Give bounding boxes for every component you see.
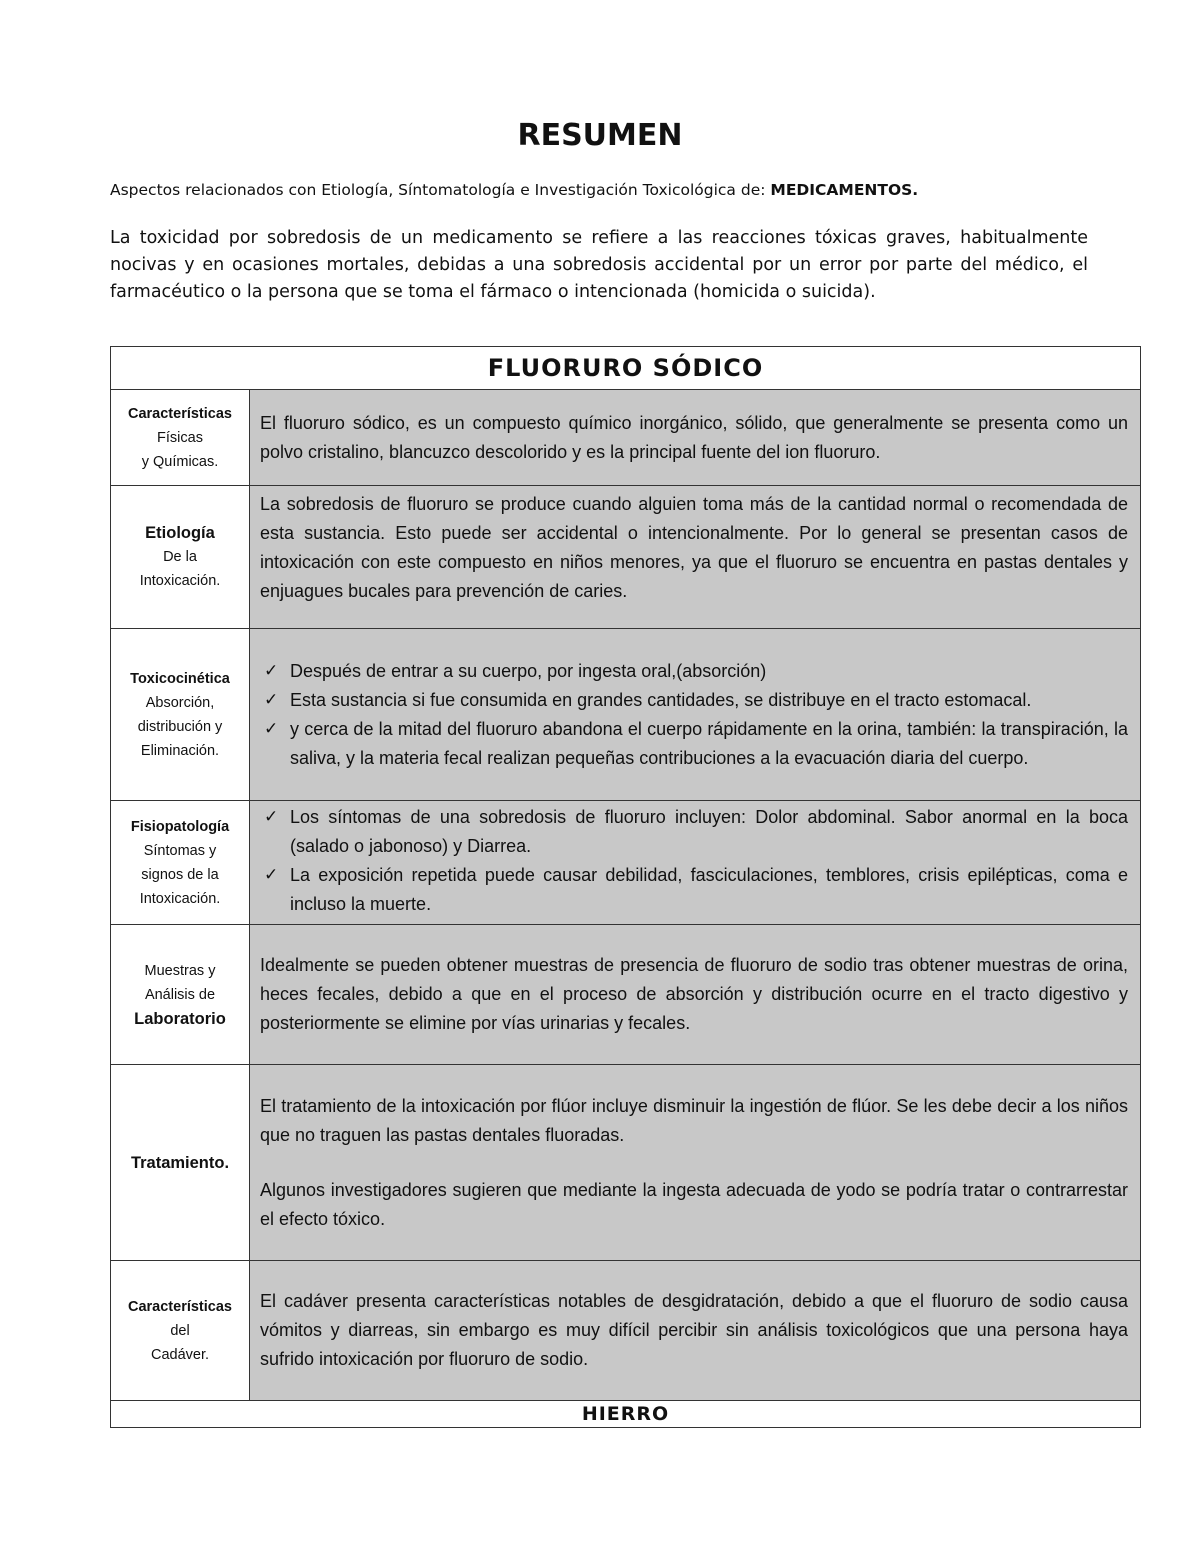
table-row: [111, 1261, 1141, 1401]
table-footer-row: [111, 1401, 1141, 1428]
list-item: [260, 657, 1128, 686]
summary-table: [110, 346, 1141, 1428]
subtitle: [110, 181, 1140, 199]
bullet-text: Los síntomas de una sobredosis de fluoruro incluyen: Dolor abdominal. Sabor anormal en la boca (salado o jabonoso) y Diarrea.: [290, 807, 1128, 856]
label-line: De la: [163, 549, 197, 565]
row-content-tratamiento: [250, 1065, 1141, 1261]
label-bold: Fisiopatología: [130, 818, 230, 835]
check-icon: ✓: [264, 689, 279, 710]
row-label-caracteristicas: [111, 390, 250, 486]
cell-text: El fluoruro sódico, es un compuesto químico inorgánico, sólido, que generalmente se presenta como un polvo cristalino, blancuzco descolorido y es la principal fuente del ion fluoruro.: [260, 412, 1128, 462]
label-line: signos de la: [141, 866, 219, 883]
label-line: Síntomas y: [143, 842, 217, 859]
intro-paragraph: La toxicidad por sobredosis de un medicamento se refiere a las reacciones tóxicas graves, habitualmente nocivas y en ocasiones mortales, debidas a una sobredosis accidental por un error por parte del médico, el farmacéutico o la persona que se toma el fármaco o intencionada (homicida o suicida).: [110, 228, 1088, 302]
list-item: [260, 803, 1128, 861]
row-label-cadaver: [111, 1261, 250, 1401]
page-title: RESUMEN: [517, 118, 683, 153]
row-content-cadaver: [250, 1261, 1141, 1401]
label-bold: Tratamiento.: [130, 1153, 230, 1172]
check-icon: ✓: [264, 718, 279, 739]
row-label-toxicocinetica: [111, 629, 250, 801]
table-section-header-hierro: HIERRO: [111, 1401, 1141, 1428]
table-row: [111, 629, 1141, 801]
label-bold: Toxicocinética: [130, 670, 230, 687]
table-header-row: [111, 347, 1141, 390]
table-row: [111, 801, 1141, 925]
label-bold: Características: [128, 1298, 232, 1315]
cell-paragraph: Algunos investigadores sugieren que mediante la ingesta adecuada de yodo se podría tratar o contrarrestar el efecto tóxico.: [260, 1179, 1128, 1229]
row-content-toxicocinetica: [250, 629, 1141, 801]
table-row: [111, 925, 1141, 1065]
cell-text: Idealmente se pueden obtener muestras de presencia de fluoruro de sodio tras obtener muestras de orina, heces fecales, debido a que en el proceso de absorción y distribución ocurre en el tracto digestivo y posteriormente se elimine por vías urinarias y fecales.: [260, 955, 1128, 1033]
bullet-list: [260, 657, 1128, 773]
list-item: [260, 686, 1128, 715]
bullet-text: Después de entrar a su cuerpo, por ingesta oral,(absorción): [290, 660, 767, 681]
check-icon: ✓: [264, 660, 279, 681]
bullet-text: Esta sustancia si fue consumida en grandes cantidades, se distribuye en el tracto estomacal.: [290, 689, 1032, 710]
label-line: Cadáver.: [150, 1346, 210, 1363]
subtitle-bold: MEDICAMENTOS.: [770, 181, 919, 199]
check-icon: ✓: [264, 807, 279, 827]
label-bold: Laboratorio: [134, 1009, 226, 1028]
row-label-fisiopatologia: [111, 801, 250, 925]
label-line: Físicas: [157, 429, 203, 446]
list-item: [260, 715, 1128, 773]
label-bold: Características: [128, 405, 232, 422]
row-content-etiologia: [250, 486, 1141, 629]
label-line: del: [170, 1322, 190, 1339]
label-line: Absorción,: [145, 694, 215, 711]
label-bold: Etiología: [145, 524, 215, 542]
row-label-tratamiento: [111, 1065, 250, 1261]
cell-paragraph: El tratamiento de la intoxicación por flúor incluye disminuir la ingestión de flúor. Se les debe decir a los niños que no traguen las pastas dentales fluoradas.: [260, 1095, 1128, 1145]
bullet-text: y cerca de la mitad del fluoruro abandona el cuerpo rápidamente en la orina, también: la transpiración, la saliva, y la materia fecal realizan pequeñas contribuciones a la evacuación diaria del cuerpo.: [290, 718, 1128, 768]
cell-text: La sobredosis de fluoruro se produce cuando alguien toma más de la cantidad normal o recomendada de esta sustancia. Esto puede ser accidental o intencionalmente. Por lo general se presentan casos de intoxicación con este compuesto en niños menores, ya que el fluoruro se encuentra en pastas dentales y enjuagues bucales para prevención de caries.: [260, 494, 1128, 601]
label-line: Intoxicación.: [139, 890, 221, 907]
bullet-list: [260, 803, 1128, 919]
table-header: FLUORURO SÓDICO: [111, 347, 1141, 390]
bullet-text: La exposición repetida puede causar debilidad, fasciculaciones, temblores, crisis epilépticas, coma e incluso la muerte.: [290, 865, 1128, 914]
label-line: Intoxicación.: [139, 573, 221, 589]
label-line: Análisis de: [144, 986, 216, 1003]
row-label-etiologia: [111, 486, 250, 629]
table-row: [111, 1065, 1141, 1261]
label-line: Muestras y: [144, 962, 216, 979]
label-line: distribución y: [137, 718, 223, 735]
label-line: y Químicas.: [141, 453, 219, 470]
table-row: [111, 486, 1141, 629]
subtitle-text: Aspectos relacionados con Etiología, Síntomatología e Investigación Toxicológica de:: [110, 181, 766, 199]
table-row: [111, 390, 1141, 486]
label-line: Eliminación.: [140, 742, 220, 759]
check-icon: ✓: [264, 865, 279, 885]
cell-text: El cadáver presenta características notables de desgidratación, debido a que el fluoruro de sodio causa vómitos y diarreas, sin embargo es muy difícil percibir sin análisis toxicológicos que una persona haya sufrido intoxicación por fluoruro de sodio.: [260, 1291, 1128, 1369]
row-content-caracteristicas: [250, 390, 1141, 486]
row-content-fisiopatologia: [250, 801, 1141, 925]
list-item: [260, 861, 1128, 919]
row-content-muestras: [250, 925, 1141, 1065]
row-label-muestras: [111, 925, 250, 1065]
